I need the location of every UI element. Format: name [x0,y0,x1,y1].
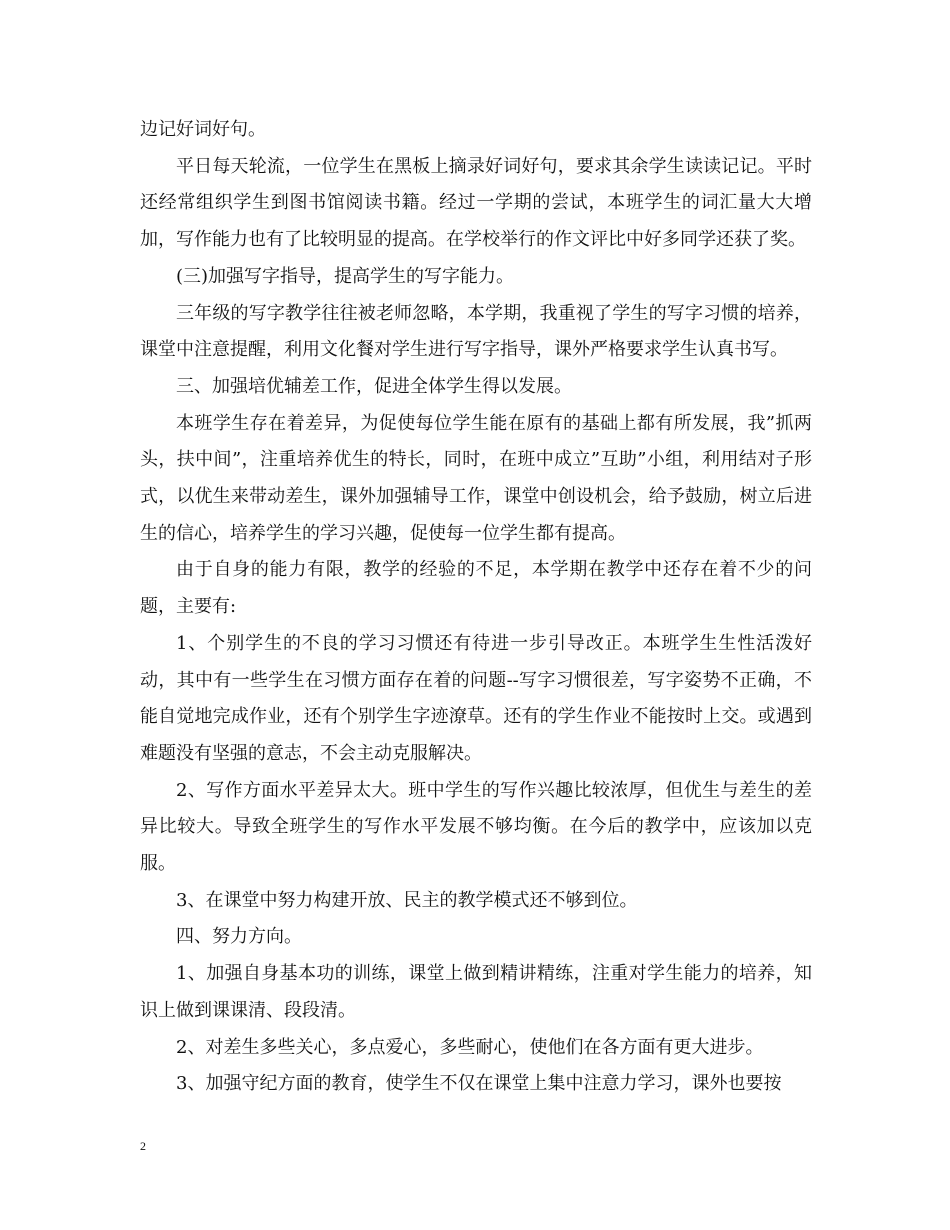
list-item: 3、加强守纪方面的教育，使学生不仅在课堂上集中注意力学习，课外也要按 [176,1073,782,1095]
list-item: 2、写作方面水平差异太大。班中学生的写作兴趣比较浓厚，但优生与差生的差异比较大。导致全班学生的写作水平发展不够均衡。在今后的教学中，应该加以克服。 [140,779,812,875]
list-item: 1、个别学生的不良的学习习惯还有待进一步引导改正。本班学生生性活泼好动，其中有一些学生在习惯方面存在着的问题--写字习惯很差，写字姿势不正确，不能自觉地完成作业，还有个别学生字迹潦草。还有的学生作业不能按时上交。或遇到难题没有坚强的意志，不会主动克服解决。 [140,632,812,764]
list-item: 3、在课堂中努力构建开放、民主的教学模式还不够到位。 [176,889,638,911]
paragraph: 边记好词好句。 [140,119,266,140]
section-heading: 三、加强培优辅差工作，促进全体学生得以发展。 [176,375,572,397]
section-heading: 四、努力方向。 [176,926,302,948]
paragraph: 平日每天轮流，一位学生在黑板上摘录好词好句，要求其余学生读读记记。平时还经常组织学生到图书馆阅读书籍。经过一学期的尝试，本班学生的词汇量大大增加，写作能力也有了比较明显的提高。在学校举行的作文评比中好多同学还获了奖。 [140,155,812,251]
paragraph: 本班学生存在着差异，为促使每位学生能在原有的基础上都有所发展，我”抓两头，扶中间”，注重培养优生的特长，同时，在班中成立”互助”小组，利用结对子形式，以优生来带动差生，课外加强辅导工作，课堂中创设机会，给予鼓励，树立后进生的信心，培养学生的学习兴趣，促使每一位学生都有提高。 [140,412,812,544]
document-body [140,112,812,1103]
section-heading: (三)加强写字指导，提高学生的写字能力。 [176,265,515,287]
list-item: 1、加强自身基本功的训练，课堂上做到精讲精练，注重对学生能力的培养，知识上做到课课清、段段清。 [140,963,812,1021]
page-number: 2 [140,1139,146,1153]
list-item: 2、对差生多些关心，多点爱心，多些耐心，使他们在各方面有更大进步。 [176,1036,764,1058]
paragraph: 由于自身的能力有限，教学的经验的不足，本学期在教学中还存在着不少的问题，主要有: [140,559,812,618]
paragraph: 三年级的写字教学往往被老师忽略，本学期，我重视了学生的写字习惯的培养，课堂中注意提醒，利用文化餐对学生进行写字指导，课外严格要求学生认真书写。 [140,302,812,361]
